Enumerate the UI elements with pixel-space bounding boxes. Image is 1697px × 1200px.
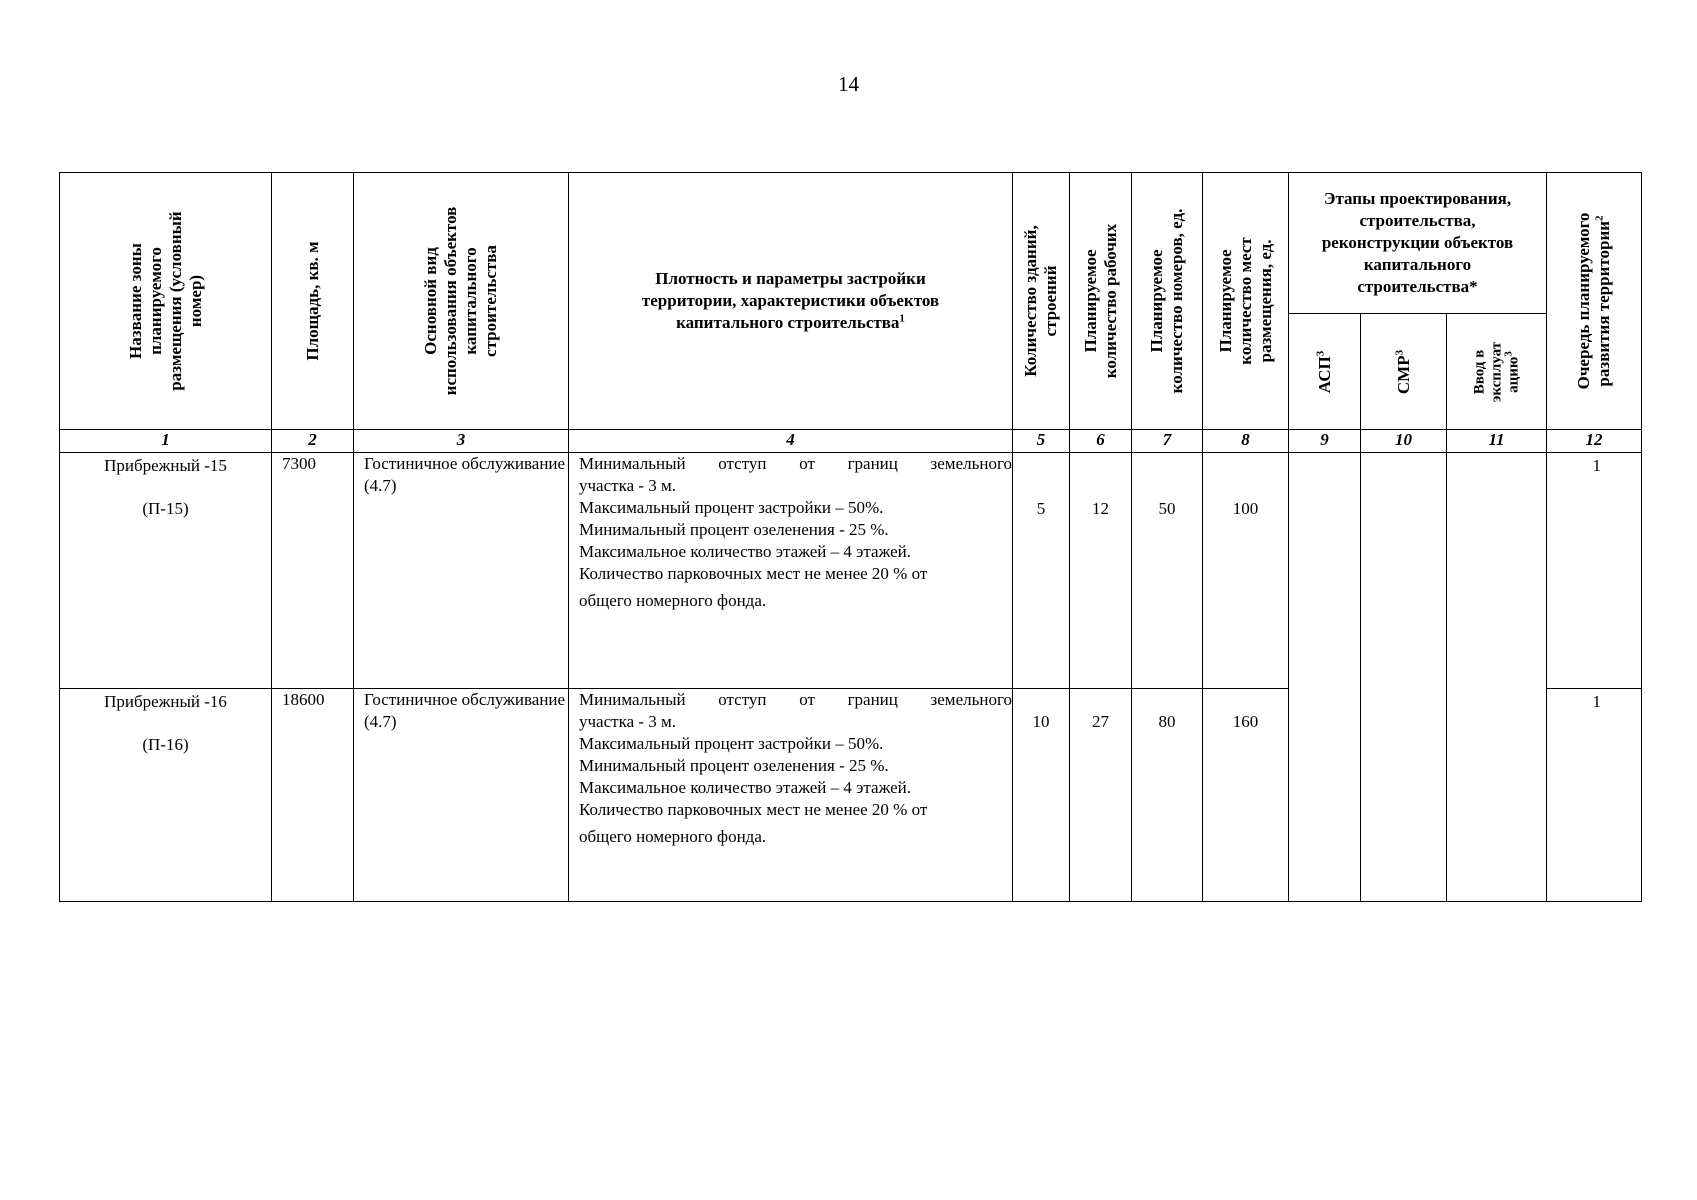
header-asp: АСП$^3$	[1289, 314, 1361, 430]
area-cell: 18600	[272, 689, 354, 902]
header-commissioning: Ввод в эксплуат ацию$^3$	[1447, 314, 1547, 430]
rooms-cell: 50	[1132, 453, 1203, 689]
column-number: 10	[1361, 430, 1447, 453]
column-number: 6	[1070, 430, 1132, 453]
column-number: 11	[1447, 430, 1547, 453]
rooms-cell: 80	[1132, 689, 1203, 902]
table-row	[60, 453, 1642, 689]
buildings-cell: 10	[1013, 689, 1070, 902]
header-rooms: Планируемое количество номеров, ед.	[1132, 173, 1203, 430]
header-zone-name: Название зоны планируемого размещения (условный номер)	[60, 173, 272, 430]
queue-cell: 1	[1547, 689, 1642, 902]
header-usage: Основной вид использования объектов капитального строительства	[354, 173, 569, 430]
page-number: 14	[838, 72, 859, 96]
zone-name-cell: Прибрежный -16 (П-16)	[60, 689, 272, 902]
commissioning-cell	[1447, 453, 1547, 902]
header-smr: СМР$^3$	[1361, 314, 1447, 430]
asp-cell	[1289, 453, 1361, 902]
workers-cell: 27	[1070, 689, 1132, 902]
header-buildings: Количество зданий, строений	[1013, 173, 1070, 430]
column-number: 5	[1013, 430, 1070, 453]
column-number: 7	[1132, 430, 1203, 453]
column-number: 12	[1547, 430, 1642, 453]
header-area: Площадь, кв. м	[272, 173, 354, 430]
zone-name-cell: Прибрежный -15 (П-15)	[60, 453, 272, 689]
usage-cell: Гостиничное обслуживание (4.7)	[354, 453, 569, 689]
column-number: 4	[569, 430, 1013, 453]
column-number: 3	[354, 430, 569, 453]
column-number: 2	[272, 430, 354, 453]
area-cell: 7300	[272, 453, 354, 689]
column-number: 9	[1289, 430, 1361, 453]
smr-cell	[1361, 453, 1447, 902]
header-workers: Планируемое количество рабочих	[1070, 173, 1132, 430]
column-number: 8	[1203, 430, 1289, 453]
header-queue: Очередь планируемого развития территории$^2$	[1547, 173, 1642, 430]
workers-cell: 12	[1070, 453, 1132, 689]
column-numbers-row	[60, 430, 1642, 453]
queue-cell: 1	[1547, 453, 1642, 689]
header-parameters: Плотность и параметры застройки территории, характеристики объектов капитального строительства$^1$	[569, 173, 1013, 430]
planning-table	[59, 172, 1642, 902]
buildings-cell: 5	[1013, 453, 1070, 689]
places-cell: 160	[1203, 689, 1289, 902]
header-places: Планируемое количество мест размещения, ед.	[1203, 173, 1289, 430]
header-stages: Этапы проектирования, строительства, реконструкции объектов капитального строительства*	[1289, 173, 1547, 314]
column-number: 1	[60, 430, 272, 453]
parameters-cell: Минимальный отступ от границ земельного участка - 3 м. Максимальный процент застройки – 50%. Минимальный процент озеленения - 25 %. Максимальное количество этажей – 4 этажей. Количество парковочных мест не менее 20 % от общего номерного фонда.	[569, 689, 1013, 902]
usage-cell: Гостиничное обслуживание (4.7)	[354, 689, 569, 902]
places-cell: 100	[1203, 453, 1289, 689]
parameters-cell: Минимальный отступ от границ земельного участка - 3 м. Максимальный процент застройки – 50%. Минимальный процент озеленения - 25 %. Максимальное количество этажей – 4 этажей. Количество парковочных мест не менее 20 % от общего номерного фонда.	[569, 453, 1013, 689]
